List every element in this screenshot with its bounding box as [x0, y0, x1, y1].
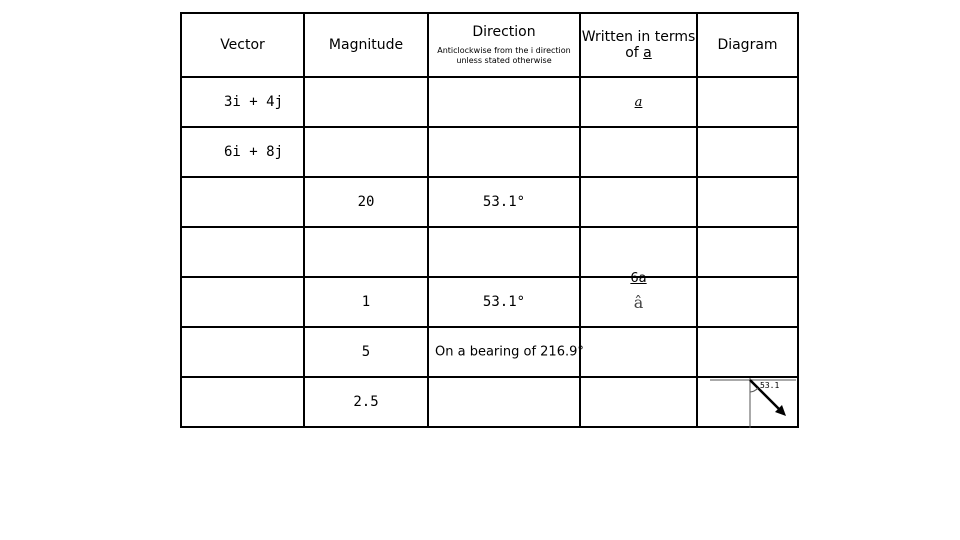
table-row	[181, 327, 798, 377]
table-row	[181, 177, 798, 227]
cell-written	[580, 227, 697, 286]
cell-vector	[181, 127, 304, 177]
vector-value: 3i + 4j	[224, 94, 284, 110]
diagram-angle-arc	[750, 388, 758, 392]
header-direction	[428, 13, 580, 77]
cell-written	[580, 327, 697, 377]
cell-direction	[428, 377, 580, 427]
cell-diagram	[697, 77, 798, 127]
magnitude-value: 1	[361, 294, 371, 310]
cell-diagram	[697, 327, 798, 377]
cell-direction	[428, 327, 584, 377]
cell-diagram	[697, 227, 798, 277]
written-unit-vector: â	[633, 292, 644, 312]
header-magnitude: Magnitude	[304, 13, 428, 77]
direction-value: 53.1°	[482, 194, 526, 210]
cell-direction	[428, 77, 580, 127]
cell-diagram	[697, 127, 798, 177]
header-direction-title: Direction	[472, 24, 536, 40]
cell-direction	[428, 277, 580, 327]
table-row	[181, 377, 798, 427]
table-row	[181, 277, 798, 327]
cell-written	[580, 177, 697, 227]
table-row	[181, 77, 798, 127]
cell-written	[580, 77, 697, 127]
header-diagram: Diagram	[697, 13, 798, 77]
cell-written	[580, 377, 697, 427]
cell-magnitude	[304, 327, 428, 377]
written-6a: 6a	[630, 271, 647, 286]
cell-magnitude	[304, 77, 428, 127]
magnitude-value: 2.5	[353, 394, 379, 410]
table-row	[181, 227, 798, 277]
magnitude-value: 20	[357, 194, 375, 210]
cell-vector	[181, 227, 304, 277]
cell-diagram	[697, 377, 798, 427]
direction-value: 53.1°	[482, 294, 526, 310]
header-vector: Vector	[181, 13, 304, 77]
cell-magnitude	[304, 377, 428, 427]
table-row	[181, 127, 798, 177]
cell-direction	[428, 177, 580, 227]
cell-vector	[181, 177, 304, 227]
header-written-prefix: Written in terms of	[581, 29, 696, 61]
cell-vector	[181, 77, 304, 127]
vector-value: 6i + 8j	[224, 144, 284, 160]
header-written-var: a	[643, 45, 652, 61]
cell-magnitude	[304, 127, 428, 177]
cell-diagram	[697, 177, 798, 227]
cell-direction	[428, 227, 580, 277]
bearing-diagram	[698, 378, 799, 434]
magnitude-value: 5	[361, 344, 371, 360]
cell-written	[580, 127, 697, 177]
cell-magnitude	[304, 227, 428, 277]
cell-direction	[428, 127, 580, 177]
cell-magnitude	[304, 177, 428, 227]
cell-written	[580, 277, 697, 327]
diagram-angle-label: 53.1	[760, 381, 780, 390]
cell-vector	[181, 327, 304, 377]
vector-table	[180, 12, 799, 428]
cell-diagram	[697, 277, 798, 327]
written-value: a	[634, 94, 643, 110]
direction-value: On a bearing of 216.9°	[435, 344, 584, 360]
cell-vector	[181, 377, 304, 427]
cell-magnitude	[304, 277, 428, 327]
header-direction-note: Anticlockwise from the i direction unless stated otherwise	[437, 46, 571, 65]
cell-vector	[181, 277, 304, 327]
header-row	[181, 13, 798, 77]
header-written	[580, 13, 697, 77]
